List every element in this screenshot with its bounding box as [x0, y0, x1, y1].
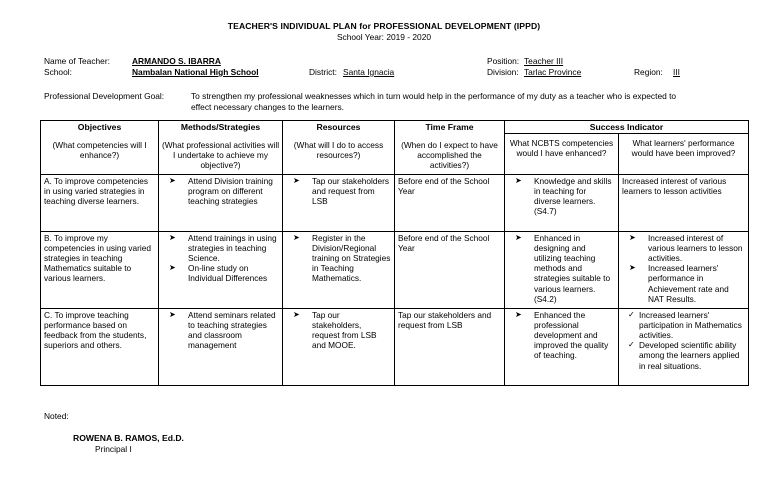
methods-cell: [159, 232, 283, 309]
header-row: [41, 121, 749, 134]
arrow-bullet-icon: ➤: [629, 263, 636, 273]
table-row: [41, 309, 749, 386]
arrow-bullet-icon: ➤: [293, 176, 300, 186]
arrow-bullet-icon: ➤: [515, 176, 522, 186]
list-item: ➤ Tap our stakeholders and request from LSB: [293, 176, 390, 207]
name-label: Name of Teacher:: [44, 56, 110, 66]
objectives-subheader: (What competencies will I enhance?): [52, 140, 147, 161]
arrow-bullet-icon: ➤: [629, 233, 636, 243]
signer-position: Principal I: [95, 444, 132, 454]
objective-cell: A. To improve competencies in using varied strategies in teaching diverse learners.: [41, 175, 159, 232]
resources-header-cell: [283, 121, 395, 175]
position-label: Position:: [487, 56, 520, 66]
resources-subheader: (What will I do to access resources?): [293, 140, 384, 161]
arrow-bullet-icon: ➤: [169, 310, 176, 320]
arrow-bullet-icon: ➤: [515, 310, 522, 320]
resources-header: Resources: [316, 122, 361, 132]
list-item: ➤ Knowledge and skills in teaching for diverse learners.(S4.7): [515, 176, 612, 217]
objectives-header: Objectives: [77, 122, 122, 132]
methods-cell: [159, 175, 283, 232]
learners-cell: [619, 232, 749, 309]
methods-subheader: (What professional activities will I undertake to achieve my objective?): [161, 140, 280, 171]
list-item: ➤ Register in the Division/Regional training on Strategies in Teaching Mathematics.: [293, 233, 391, 284]
ncbts-cell: [505, 232, 619, 309]
arrow-bullet-icon: ➤: [293, 233, 300, 243]
checkmark-bullet-icon: ✓: [628, 340, 635, 350]
resources-cell: [283, 309, 395, 386]
goal-label: Professional Development Goal:: [44, 91, 165, 101]
school-year: School Year: 2019 - 2020: [336, 32, 432, 42]
school-name: Nambalan National High School: [132, 67, 259, 77]
learners-subheader: What learners' performance would have been improved?: [619, 134, 749, 175]
list-item: ➤ Attend trainings in using strategies in teaching Science.: [169, 233, 277, 264]
time-frame-header-cell: [395, 121, 505, 175]
district-label: District:: [309, 67, 337, 77]
list-item: ➤ Enhanced the professional development and improved the quality of teaching.: [515, 310, 609, 361]
school-label: School:: [44, 67, 72, 77]
time-frame-cell: Before end of the School Year: [395, 232, 505, 309]
time-frame-cell: Before end of the School Year: [395, 175, 505, 232]
list-item: ✓ Increased learners' participation in Mathematics activities.: [628, 310, 742, 341]
noted-label: Noted:: [44, 411, 69, 421]
methods-header-cell: [159, 121, 283, 175]
list-item: ➤ Enhanced in designing and utilizing teaching methods and strategies suitable to various learners. (S4.2): [515, 233, 611, 304]
arrow-bullet-icon: ➤: [169, 263, 176, 273]
time-frame-cell: Tap our stakeholders and request from LSB: [395, 309, 505, 386]
ncbts-cell: [505, 309, 619, 386]
goal-text: To strengthen my professional weaknesses which in turn would help in the performance of my duty as a teacher who is expected to effect necessary changes to the learners.: [191, 91, 677, 112]
table-row: [41, 232, 749, 309]
objective-cell: C. To improve teaching performance based on feedback from the students, superiors and others.: [41, 309, 159, 386]
division-value: Tarlac Province: [524, 67, 582, 77]
document-title: TEACHER'S INDIVIDUAL PLAN for PROFESSIONAL DEVELOPMENT (IPPD): [227, 21, 541, 31]
objectives-header-cell: [41, 121, 159, 175]
table-row: [41, 175, 749, 232]
time-frame-header: Time Frame: [425, 122, 474, 132]
list-item: ➤ Attend seminars related to teaching strategies and classroom management: [169, 310, 276, 351]
success-indicator-header: Success Indicator: [505, 121, 749, 134]
teacher-name: ARMANDO S. IBARRA: [132, 56, 221, 66]
district-value: Santa Ignacia: [343, 67, 395, 77]
position-value: Teacher III: [524, 56, 564, 66]
time-frame-subheader: (When do I expect to have accomplished the activities?): [401, 140, 498, 171]
ncbts-subheader: What NCBTS competencies would I have enhanced?: [505, 134, 619, 175]
arrow-bullet-icon: ➤: [169, 176, 176, 186]
learners-cell: [619, 309, 749, 386]
objective-cell: B. To improve my competencies in using varied strategies in teaching Mathematics suitable to various learners.: [41, 232, 159, 309]
arrow-bullet-icon: ➤: [293, 310, 300, 320]
arrow-bullet-icon: ➤: [515, 233, 522, 243]
list-item: ➤ Increased interest of various learners to lesson activities.: [629, 233, 743, 264]
resources-cell: [283, 232, 395, 309]
learners-cell: Increased interest of various learners to lesson activities: [619, 175, 749, 232]
region-label: Region:: [634, 67, 663, 77]
methods-cell: [159, 309, 283, 386]
region-value: III: [673, 67, 680, 77]
methods-header: Methods/Strategies: [180, 122, 261, 132]
division-label: Division:: [487, 67, 519, 77]
ncbts-cell: [505, 175, 619, 232]
ippd-table: [40, 120, 749, 386]
list-item: ➤ Increased learners' performance in Achievement rate and NAT Results.: [629, 263, 729, 304]
list-item: ➤ Attend Division training program on different teaching strategies: [169, 176, 273, 207]
signer-name: ROWENA B. RAMOS, Ed.D.: [73, 433, 184, 443]
list-item: ➤ Tap our stakeholders, request from LSB and MOOE.: [293, 310, 377, 351]
arrow-bullet-icon: ➤: [169, 233, 176, 243]
list-item: ➤ On-line study on Individual Differences: [169, 263, 268, 284]
resources-cell: [283, 175, 395, 232]
list-item: ✓ Developed scientific ability among the learners applied in real situations.: [628, 340, 740, 371]
checkmark-bullet-icon: ✓: [628, 310, 635, 320]
